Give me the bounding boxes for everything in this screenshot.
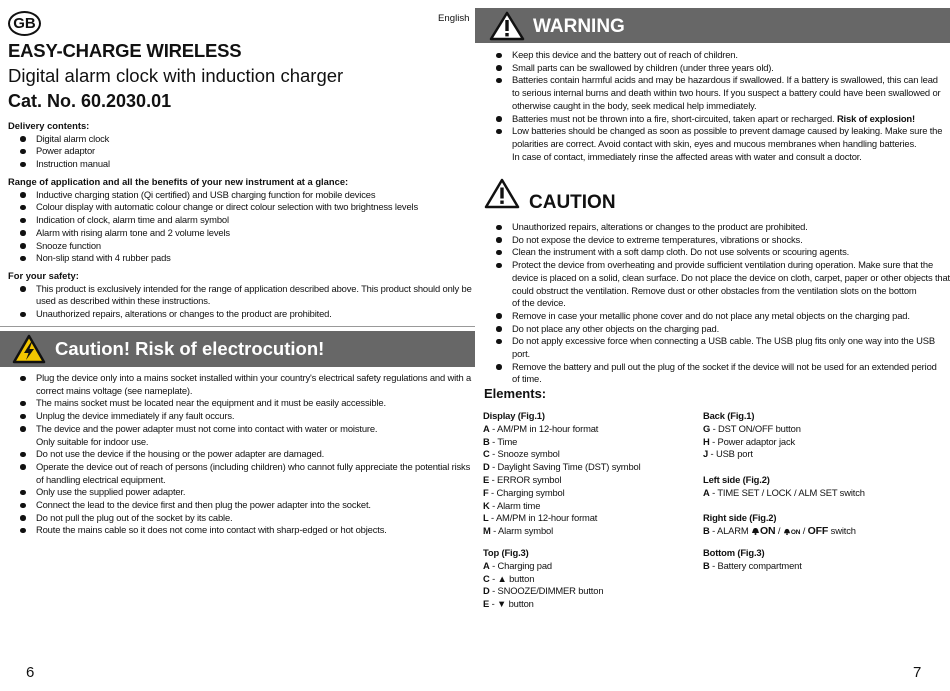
list-item: Colour display with automatic colour change or direct colour selection with two brightness levels <box>8 201 470 214</box>
warning-heading: WARNING <box>533 16 625 37</box>
list-item-continuation: polarities are correct. Avoid contact with skin, eyes and mucous membranes when handling batteries. <box>512 137 917 149</box>
element-row: D - Daylight Saving Time (DST) symbol <box>483 461 641 473</box>
element-row: C - Snooze symbol <box>483 448 560 460</box>
warning-list <box>475 49 950 163</box>
list-item: Route the mains cable so it does not come into contact with sharp-edged or hot objects. <box>8 524 474 537</box>
list-item: Power adaptor <box>8 145 470 158</box>
element-row: A - AM/PM in 12-hour format <box>483 422 599 434</box>
elements-display <box>483 410 698 538</box>
caution-heading: CAUTION <box>529 192 616 213</box>
list-item: Do not expose the device to extreme temperatures, vibrations or shocks. <box>484 234 950 247</box>
electrocution-list <box>8 372 474 537</box>
list-item: The mains socket must be located near the equipment and it must be easily accessible. <box>8 397 474 410</box>
electrocution-section <box>8 372 474 537</box>
list-item-continuation: used as described within these instructions. <box>36 295 211 307</box>
back-heading: Back (Fig.1) <box>703 410 755 421</box>
list-item: Unplug the device immediately if any fault occurs. <box>8 410 474 423</box>
element-row: D - SNOOZE/DIMMER button <box>483 585 604 597</box>
list-item-continuation: otherwise caught in the body, seek medical help immediately. <box>512 99 757 111</box>
element-row: B - Battery compartment <box>703 559 802 571</box>
display-heading: Display (Fig.1) <box>483 410 545 421</box>
list-item: Low batteries should be changed as soon as possible to prevent damage caused by leaking. Make sure the <box>484 125 950 138</box>
electrocution-heading: Caution! Risk of electrocution! <box>55 338 325 359</box>
page-number: 6 <box>26 664 35 681</box>
elements-bottom <box>703 547 943 573</box>
list-item-continuation: In case of contact, immediately rinse the affected areas with water and consult a doctor. <box>512 150 862 162</box>
electrocution-banner <box>0 331 475 367</box>
list-item: Keep this device and the battery out of reach of children. <box>484 49 950 62</box>
right-side-heading: Right side (Fig.2) <box>703 512 777 523</box>
element-row: B - Time <box>483 435 518 447</box>
caution-triangle-icon <box>484 178 520 209</box>
delivery-list <box>8 133 470 171</box>
list-item-continuation: correct mains voltage (see nameplate). <box>36 384 193 396</box>
list-item-continuation: device is placed on a solid, clean surface. Do not place the device on cloth, carpet, paper or other objects that <box>512 271 950 283</box>
list-item: Do not place any other objects on the charging pad. <box>484 323 950 336</box>
list-item: Remove the battery and pull out the plug of the socket if the device will not be used for an extended period <box>484 361 950 374</box>
top-heading: Top (Fig.3) <box>483 547 529 558</box>
elements-left-side <box>703 474 943 500</box>
list-item: Unauthorized repairs, alterations or changes to the product are prohibited. <box>8 308 474 321</box>
range-list <box>8 189 470 265</box>
element-row: E - ERROR symbol <box>483 473 562 485</box>
list-item: Do not apply excessive force when connecting a USB cable. The USB plug fits only one way into the USB port. <box>484 335 950 360</box>
list-item: Small parts can be swallowed by children (under three years old). <box>484 62 950 75</box>
list-item: Remove in case your metallic phone cover and do not place any metal objects on the charging pad. <box>484 310 950 323</box>
warning-text: Batteries must not be thrown into a fire, short-circuited, taken apart or recharged. <box>512 112 835 124</box>
elements-heading: Elements: <box>484 386 547 401</box>
list-item-continuation: of handling electrical equipment. <box>36 473 166 485</box>
element-row: A - Charging pad <box>483 559 552 571</box>
element-row: F - Charging symbol <box>483 486 565 498</box>
element-row: B - ALARM ON / ON / OFF switch <box>703 524 856 537</box>
electric-hazard-icon <box>12 334 46 364</box>
language-label: English <box>438 13 470 24</box>
catalog-number: Cat. No. 60.2030.01 <box>8 91 172 111</box>
caution-section <box>475 221 950 386</box>
list-item: Connect the lead to the device first and then plug the power adapter into the socket. <box>8 499 474 512</box>
list-item: Digital alarm clock <box>8 133 470 146</box>
list-item: Clean the instrument with a soft damp cloth. Do not use solvents or scouring agents. <box>484 246 950 259</box>
explosion-warning: Risk of explosion! <box>836 112 915 124</box>
product-subtitle: Digital alarm clock with induction charger <box>8 65 344 86</box>
list-item: Do not use the device if the housing or the power adapter are damaged. <box>8 448 474 461</box>
list-item-continuation: could obstruct the ventilation. Remove dust or other obstacles from the ventilation slots on the bottom <box>512 284 917 296</box>
list-item: Unauthorized repairs, alterations or changes to the product are prohibited. <box>484 221 950 234</box>
list-item: Snooze function <box>8 240 470 253</box>
safety-list <box>8 283 474 321</box>
elements-right-side <box>703 512 943 540</box>
safety-heading: For your safety: <box>8 270 79 281</box>
list-item: Operate the device out of reach of persons (including children) who cannot fully appreciate the potential risks <box>8 461 474 474</box>
safety-section <box>8 270 474 321</box>
range-section <box>8 176 470 265</box>
list-item: Only use the supplied power adapter. <box>8 486 474 499</box>
list-item: This product is exclusively intended for the range of application described above. This product should only be <box>8 283 474 296</box>
bell-small-icon <box>783 528 791 535</box>
list-item: Indication of clock, alarm time and alarm symbol <box>8 214 470 227</box>
element-row: L - AM/PM in 12-hour format <box>483 512 598 524</box>
list-item-continuation: of time. <box>512 373 542 385</box>
list-item: Non-slip stand with 4 rubber pads <box>8 252 470 265</box>
delivery-heading: Delivery contents: <box>8 120 90 131</box>
elements-top <box>483 547 698 611</box>
warning-banner <box>475 8 950 43</box>
delivery-section <box>8 120 470 171</box>
list-item: Plug the device only into a mains socket installed within your country's electrical safety regulations and with a <box>8 372 474 385</box>
list-item: Inductive charging station (Qi certified) and USB charging function for mobile devices <box>8 189 470 202</box>
product-title: EASY-CHARGE WIRELESS <box>8 40 242 61</box>
bottom-heading: Bottom (Fig.3) <box>703 547 765 558</box>
list-item: Instruction manual <box>8 158 470 171</box>
element-row: K - Alarm time <box>483 499 541 511</box>
language-badge: GB <box>8 11 41 36</box>
bell-icon <box>751 527 760 535</box>
elements-back <box>703 410 943 461</box>
right-page <box>475 0 950 691</box>
warning-triangle-icon <box>489 11 525 41</box>
list-item-continuation: to serious internal burns and death within two hours. If you suspect a battery could have been swallowed or <box>512 87 941 99</box>
list-item: Do not pull the plug out of the socket by its cable. <box>8 512 474 525</box>
list-item-continuation: Only suitable for indoor use. <box>36 435 149 447</box>
element-row: G - DST ON/OFF button <box>703 422 801 434</box>
list-item: Protect the device from overheating and provide sufficient ventilation during operation. Make sure that the <box>484 259 950 272</box>
element-row: E - ▼ button <box>483 598 534 610</box>
list-item-continuation: of the device. <box>512 297 566 309</box>
list-item: The device and the power adapter must not come into contact with water or moisture. <box>8 423 474 436</box>
list-item: Batteries contain harmful acids and may be hazardous if swallowed. If a battery is swallowed, this can lead <box>484 74 950 87</box>
page-number: 7 <box>913 664 922 681</box>
list-item: Alarm with rising alarm tone and 2 volume levels <box>8 227 470 240</box>
divider <box>0 326 475 327</box>
element-row: C - ▲ button <box>483 572 535 584</box>
left-side-heading: Left side (Fig.2) <box>703 474 770 485</box>
caution-list <box>475 221 950 386</box>
element-row: M - Alarm symbol <box>483 525 554 537</box>
element-row: J - USB port <box>703 448 753 460</box>
element-row: H - Power adaptor jack <box>703 435 796 447</box>
element-row: A - TIME SET / LOCK / ALM SET switch <box>703 486 865 498</box>
warning-section <box>475 49 950 163</box>
range-heading: Range of application and all the benefits of your new instrument at a glance: <box>8 176 349 187</box>
list-item <box>484 113 950 126</box>
